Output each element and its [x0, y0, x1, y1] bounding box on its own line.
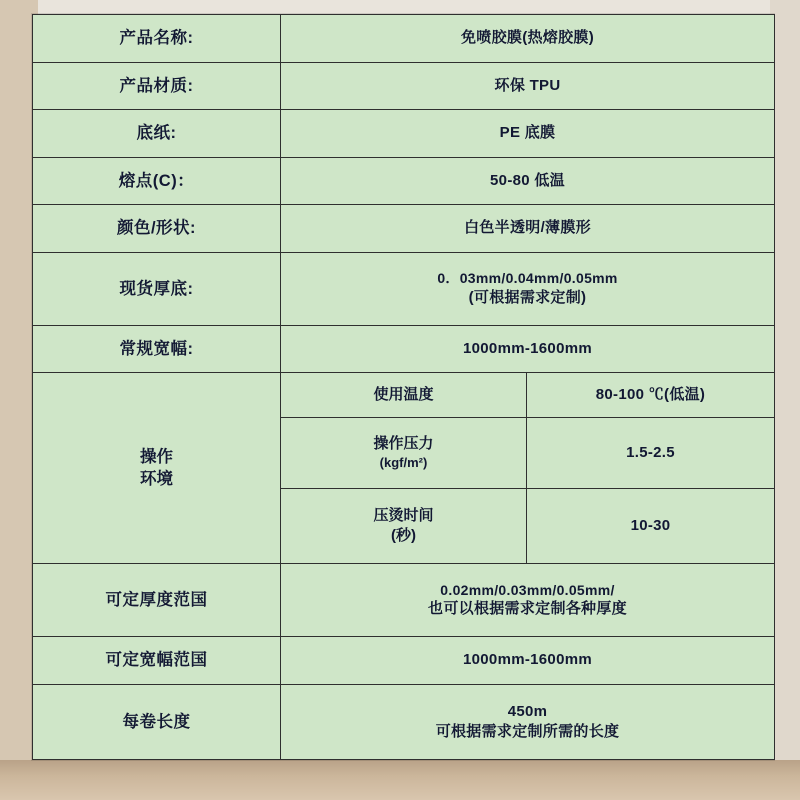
- operation-item-name-line1: 操作压力: [373, 434, 434, 452]
- row-value-line1: 450m: [507, 702, 548, 720]
- row-value: 50-80 低温: [281, 157, 775, 205]
- row-label: 现货厚底:: [33, 252, 281, 325]
- operation-item-value: 10-30: [527, 488, 775, 563]
- background-band-bottom: [0, 760, 800, 800]
- row-label: 可定宽幅范国: [33, 637, 281, 685]
- operation-item-name: [281, 488, 527, 563]
- table-row: [33, 325, 775, 373]
- table-row: [33, 252, 775, 325]
- row-value-line2: 也可以根据需求定制各种厚度: [428, 600, 627, 618]
- operation-item-value: 1.5-2.5: [527, 417, 775, 488]
- table-row-operation: [33, 373, 775, 417]
- spec-sheet: [32, 14, 774, 760]
- row-value-line2: 可根据需求定制所需的长度: [435, 722, 620, 740]
- row-label: 底纸:: [33, 110, 281, 158]
- row-value: 1000mm-1600mm: [281, 637, 775, 685]
- row-value: 白色半透明/薄膜形: [281, 205, 775, 253]
- table-row: [33, 205, 775, 253]
- table-row: [33, 15, 775, 63]
- table-row: [33, 110, 775, 158]
- table-row: [33, 62, 775, 110]
- table-row: [33, 157, 775, 205]
- operation-item-name-line2: (秒): [391, 526, 416, 544]
- row-label: 产品材质:: [33, 62, 281, 110]
- row-label: 熔点(C)：: [33, 157, 281, 205]
- operation-item-unit: (kgf/m²): [379, 455, 428, 471]
- row-value: 免喷胶膜(热熔胶膜): [281, 15, 775, 63]
- row-value-line1: 0.02mm/0.03mm/0.05mm/: [440, 581, 615, 598]
- operation-item-value: 80-100 ℃(低温): [527, 373, 775, 417]
- row-value: [281, 564, 775, 637]
- table-row: [33, 637, 775, 685]
- row-label: 每卷长度: [33, 684, 281, 759]
- row-value: [281, 252, 775, 325]
- row-value: PE 底膜: [281, 110, 775, 158]
- row-label: 可定厚度范国: [33, 564, 281, 637]
- row-label: 常规宽幅:: [33, 325, 281, 373]
- row-value: [281, 684, 775, 759]
- row-value: 环保 TPU: [281, 62, 775, 110]
- operation-environment-label: [33, 373, 281, 564]
- row-value-line2: (可根据需求定制): [468, 288, 587, 306]
- operation-label-line2: 环境: [140, 470, 173, 489]
- table-row: [33, 684, 775, 759]
- operation-item-name-line1: 压烫时间: [373, 506, 434, 524]
- operation-item-name: 使用温度: [281, 373, 527, 417]
- table-row: [33, 564, 775, 637]
- row-label: 产品名称:: [33, 15, 281, 63]
- row-label: 颜色/形状:: [33, 205, 281, 253]
- specification-table: [32, 14, 775, 760]
- operation-item-name: [281, 417, 527, 488]
- row-value-line1: 0．03mm/0.04mm/0.05mm: [437, 270, 618, 287]
- row-value: 1000mm-1600mm: [281, 325, 775, 373]
- operation-label-line1: 操作: [140, 447, 173, 466]
